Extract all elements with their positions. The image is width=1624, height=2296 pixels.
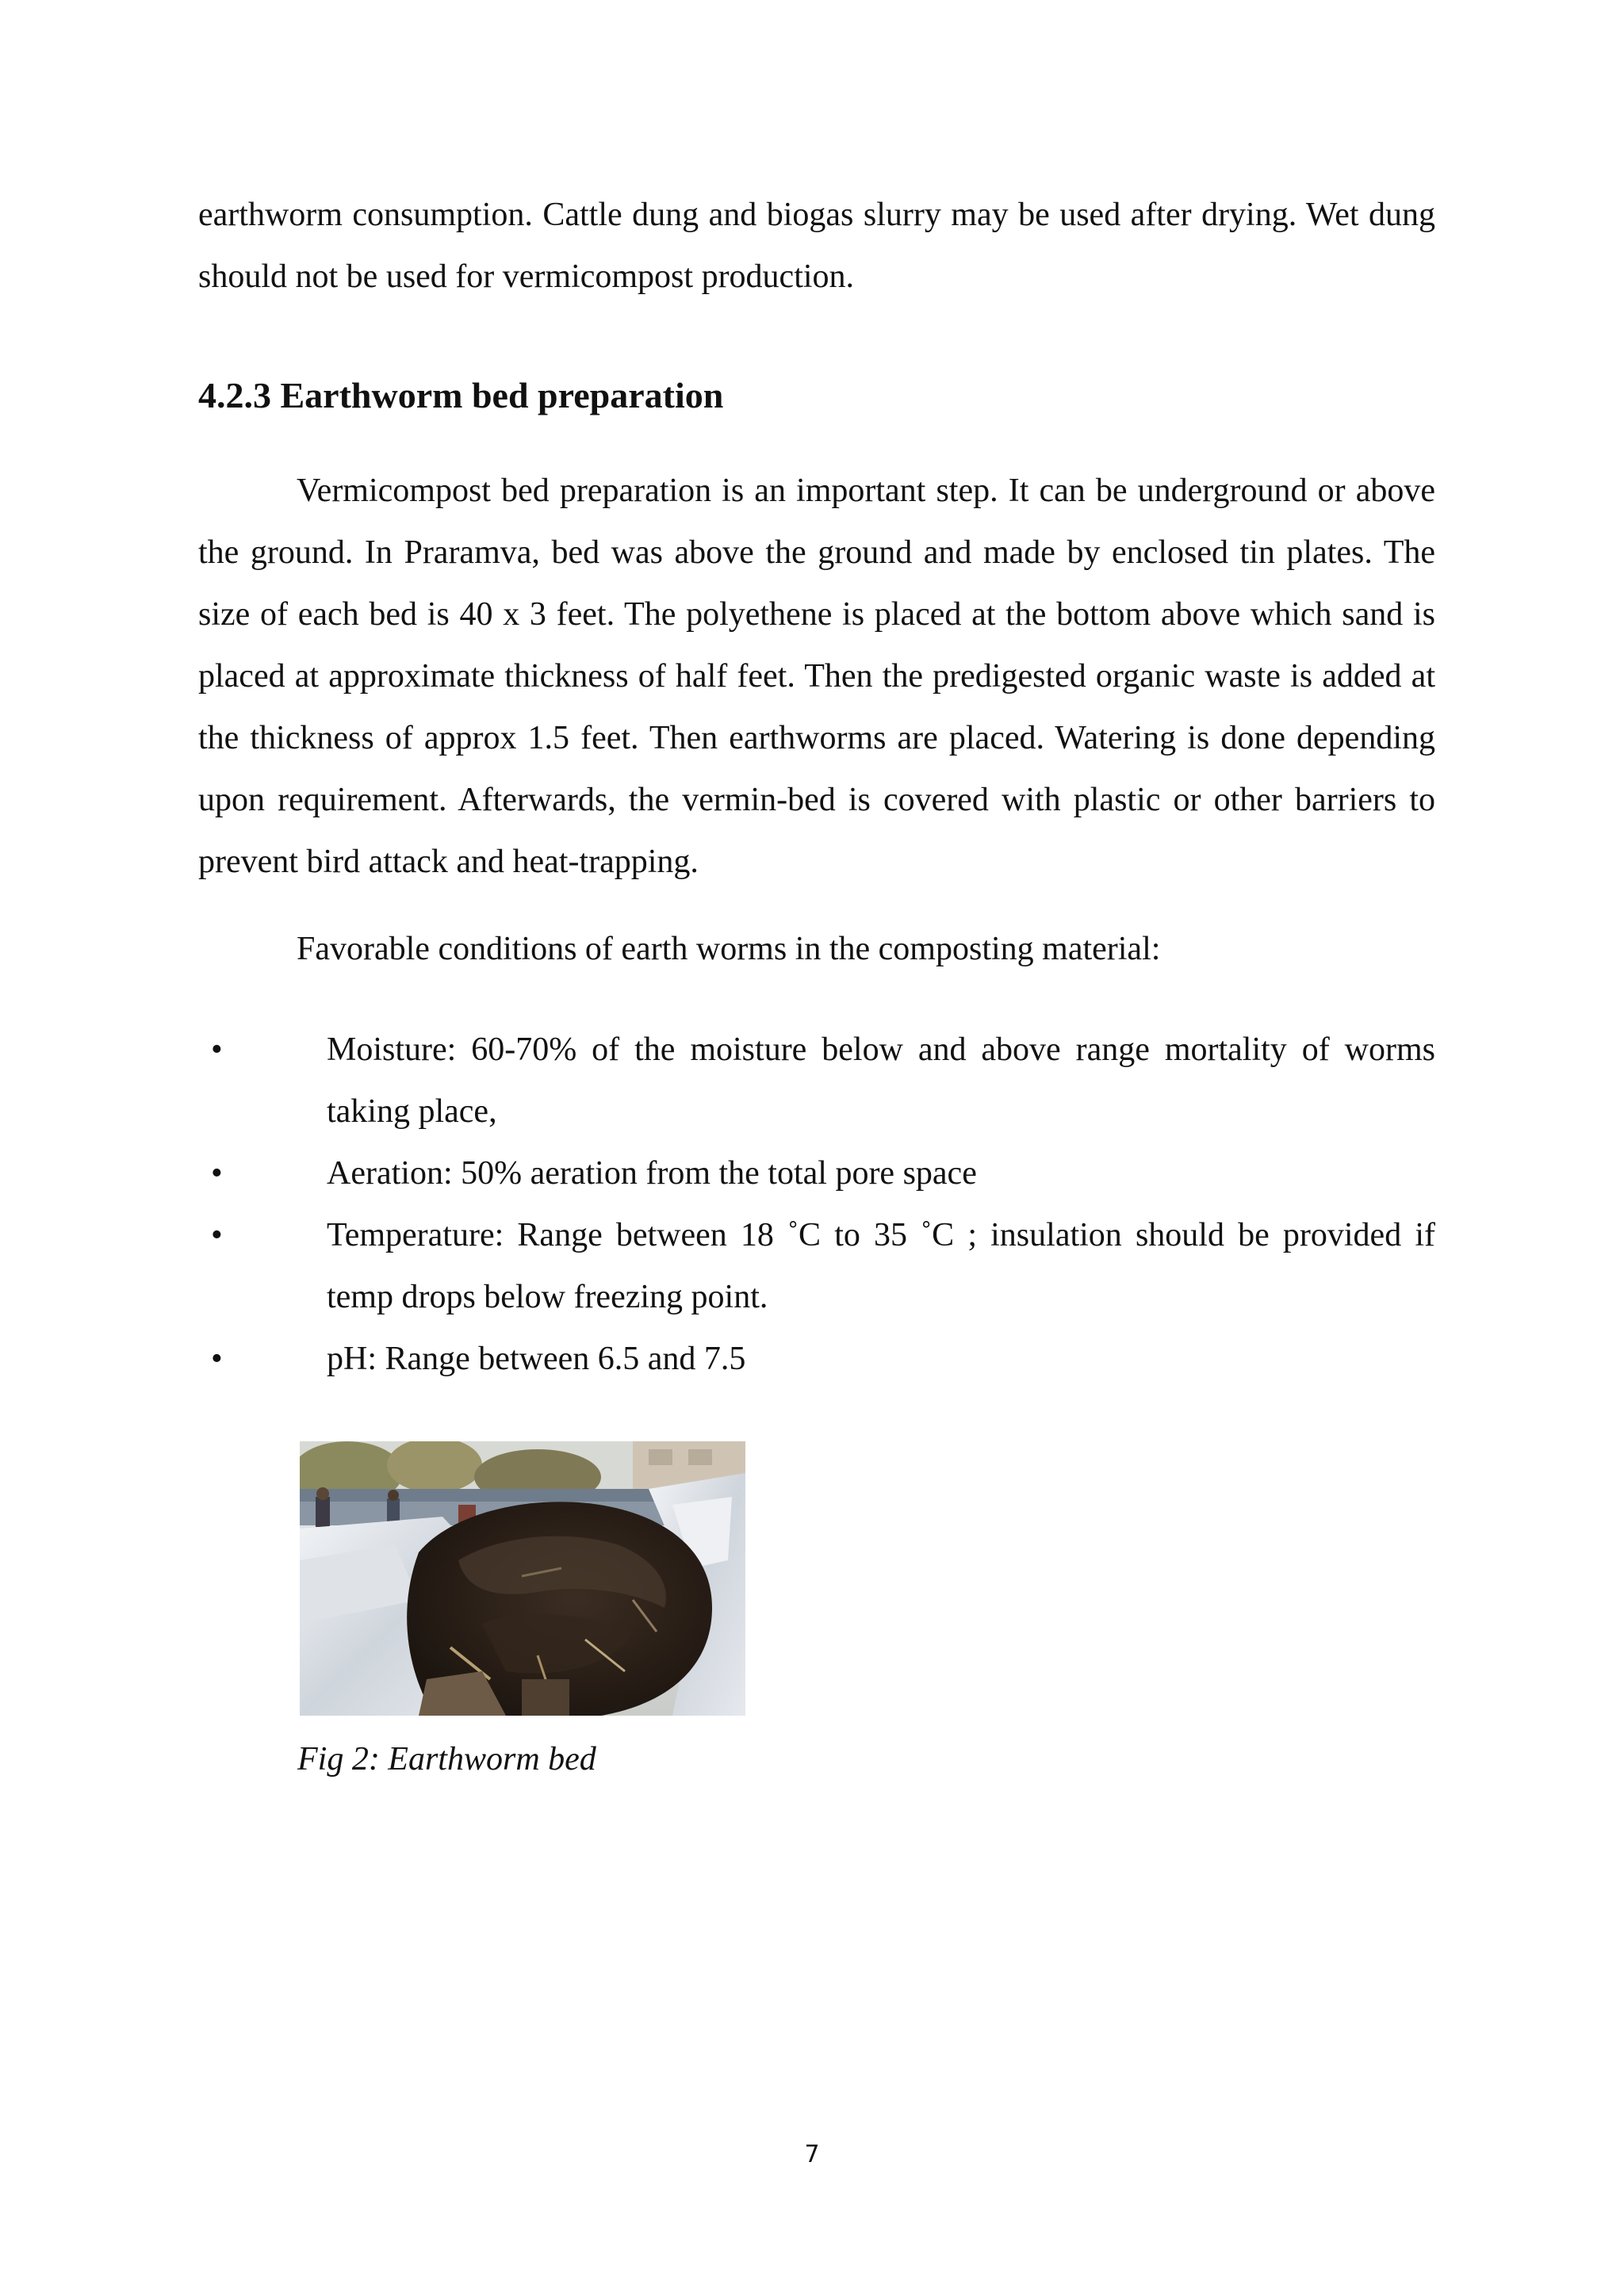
condition-aeration: Aeration: 50% aeration from the total pore space [327, 1155, 977, 1192]
list-item [198, 1019, 1435, 1142]
conditions-intro: Favorable conditions of earth worms in the composting material: [297, 931, 1161, 967]
bed-preparation-paragraph: Vermicompost bed preparation is an important step. It can be underground or above the ground. In Praramva, bed was above the ground and made by enclosed tin plates. The size of each bed is 40 x 3 feet. The polyethene is placed at the bottom above which sand is placed at approximate thickness of half feet. Then the predigested organic waste is added at the thickness of approx 1.5 feet. Then earthworms are placed. Watering is done depending upon requirement. Afterwards, the vermin-bed is covered with plastic or other barriers to prevent bird attack and heat-trapping. [198, 473, 1435, 880]
earthworm-bed-photo [300, 1441, 745, 1716]
section-heading: 4.2.3 Earthworm bed preparation [198, 375, 724, 415]
list-item [198, 1142, 1435, 1204]
bullet-icon: • [211, 1031, 223, 1068]
condition-ph: pH: Range between 6.5 and 7.5 [327, 1341, 746, 1377]
page-number: 7 [804, 2141, 820, 2168]
bullet-icon: • [211, 1155, 223, 1192]
continuation-paragraph: earthworm consumption. Cattle dung and biogas slurry may be used after drying. Wet dung should not be used for vermicompost production. [198, 197, 1435, 295]
bullet-icon: • [211, 1217, 223, 1253]
bullet-icon: • [211, 1341, 223, 1377]
condition-moisture: Moisture: 60-70% of the moisture below and above range mortality of worms taking place, [327, 1031, 1435, 1130]
conditions-list [198, 1019, 1435, 1390]
list-item [198, 1328, 1435, 1390]
list-item [198, 1204, 1435, 1328]
figure-caption: Fig 2: Earthworm bed [297, 1741, 596, 1777]
condition-temperature: Temperature: Range between 18 ˚C to 35 ˚C ; insulation should be provided if temp drops below freezing point. [327, 1217, 1435, 1315]
